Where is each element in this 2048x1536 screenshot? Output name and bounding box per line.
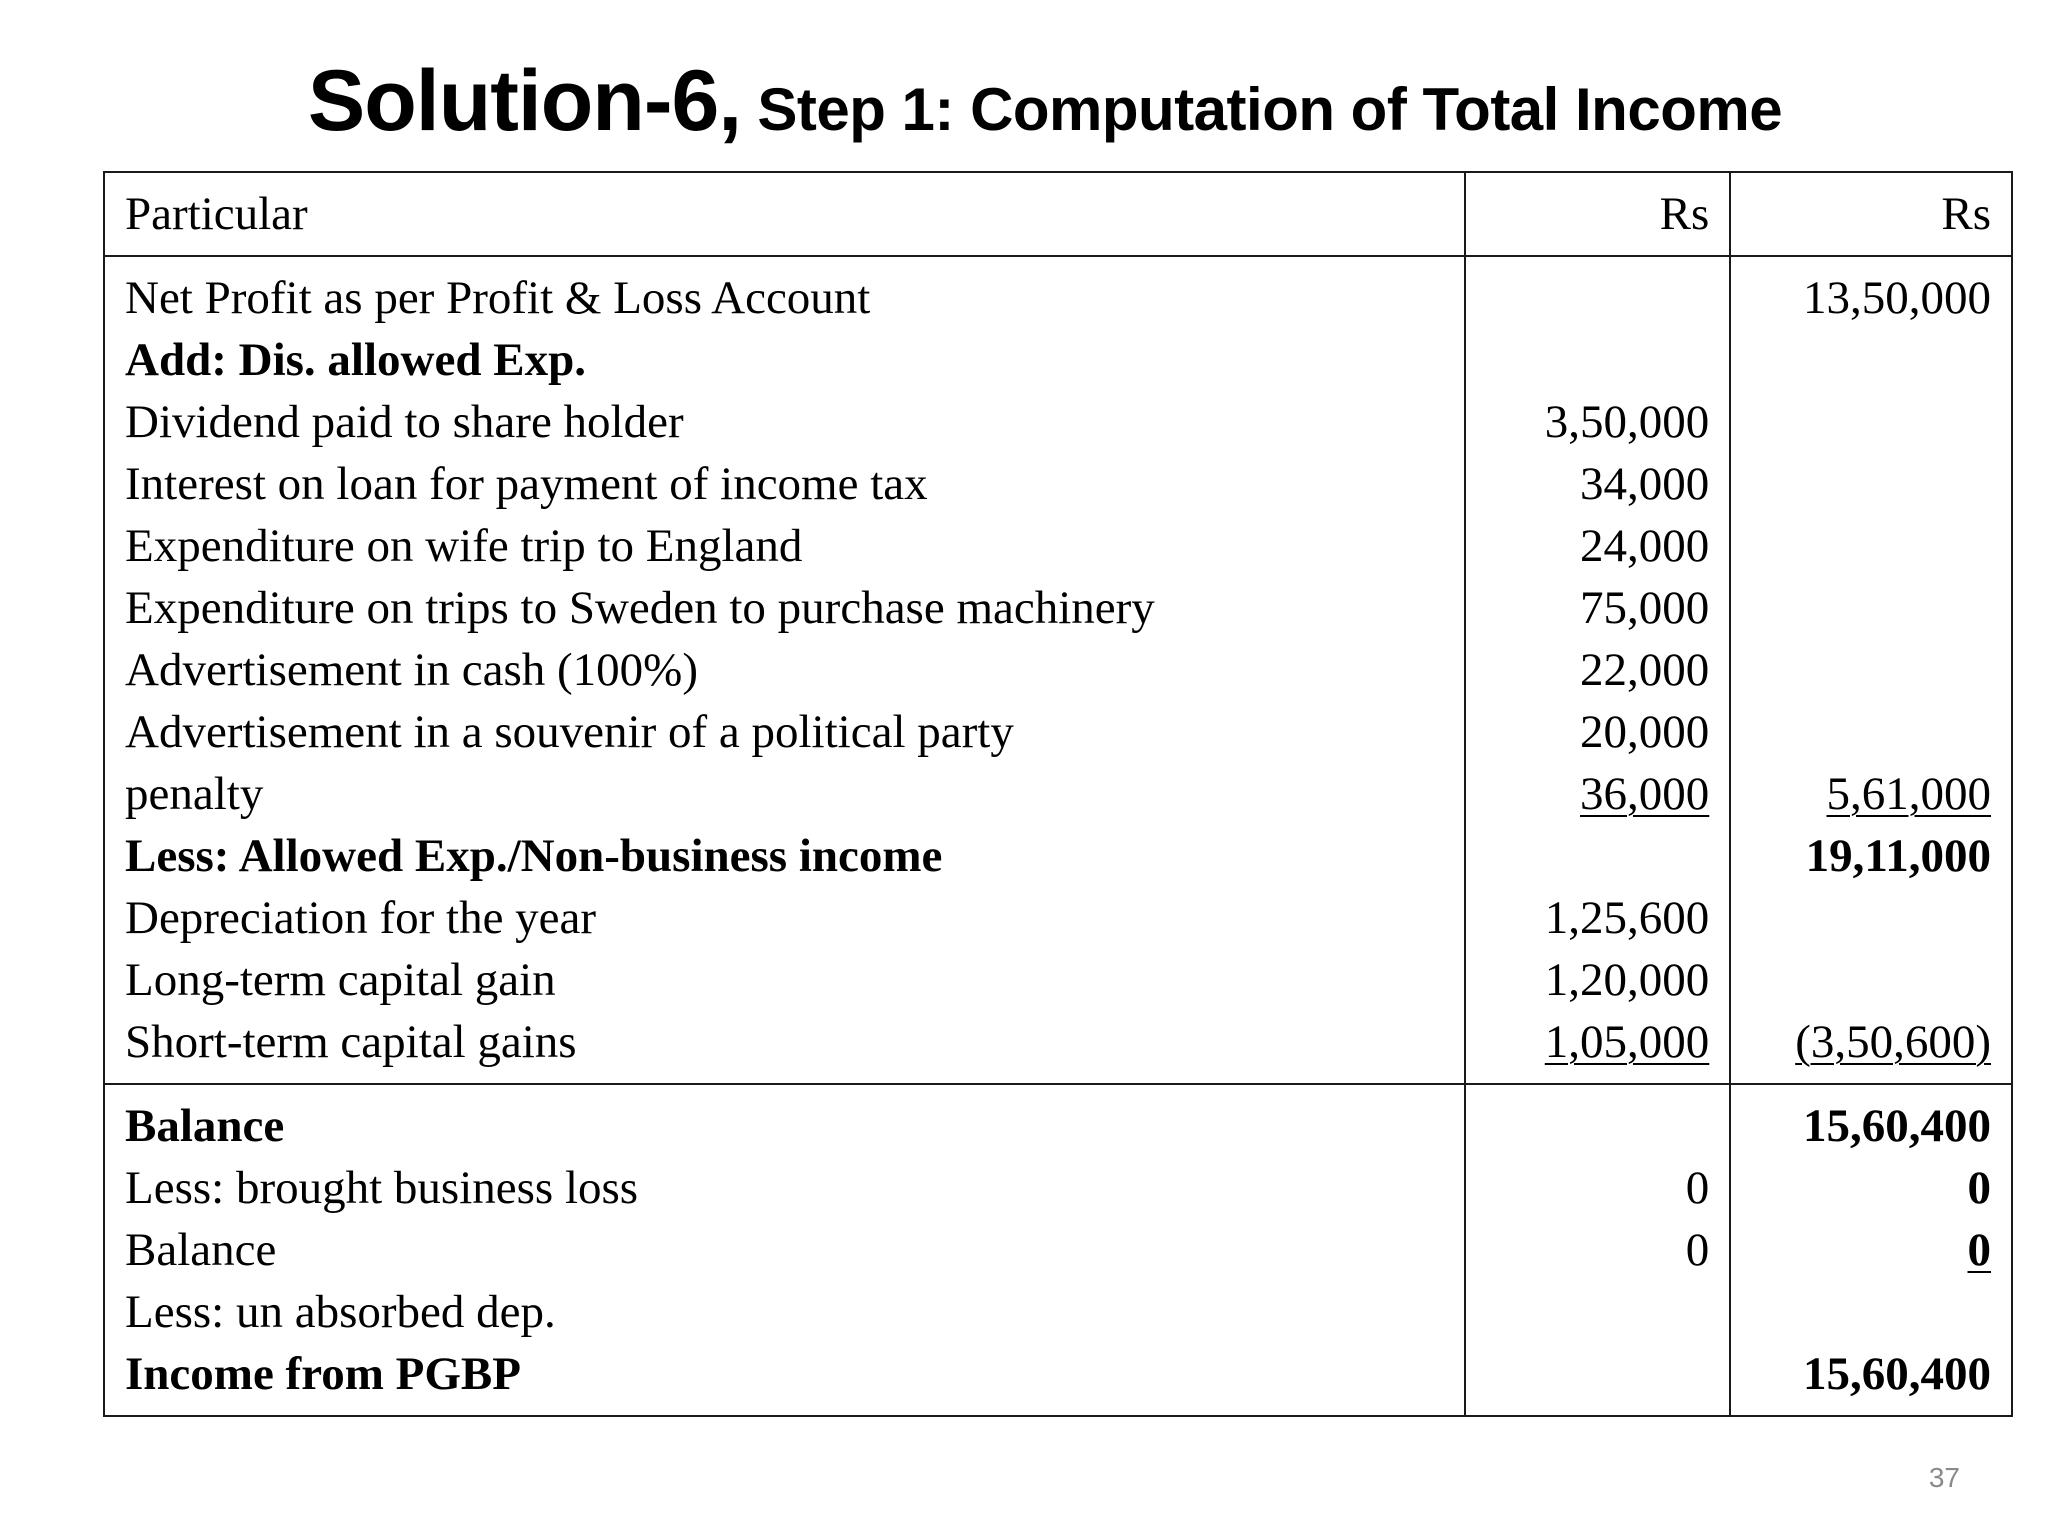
row-depreciation-rs2 bbox=[1731, 887, 1991, 949]
row-unabsorbed-dep-rs2 bbox=[1731, 1281, 1991, 1343]
row-sweden-trip-rs1: 75,000 bbox=[1580, 582, 1710, 634]
row-interest-loan-rs1: 34,000 bbox=[1580, 458, 1710, 510]
row-stcg-rs2: (3,50,600) bbox=[1795, 1016, 1991, 1068]
row-depreciation-label: Depreciation for the year bbox=[125, 892, 597, 944]
header-particular: Particular bbox=[104, 172, 1465, 256]
row-sweden-trip-label: Expenditure on trips to Sweden to purchase machinery bbox=[125, 582, 1155, 634]
row-interest-loan-label: Interest on loan for payment of income tax bbox=[125, 458, 928, 510]
row-balance-2-rs1: 0 bbox=[1685, 1224, 1710, 1276]
row-wife-trip-label: Expenditure on wife trip to England bbox=[125, 520, 803, 572]
table-section-computation bbox=[104, 256, 2012, 1084]
title-sub: Step 1: Computation of Total Income bbox=[741, 76, 1783, 143]
row-balance-rs1 bbox=[1466, 1095, 1710, 1157]
row-ltcg-rs1: 1,20,000 bbox=[1544, 954, 1710, 1006]
row-penalty-label: penalty bbox=[125, 768, 264, 820]
rs-column-2-balance bbox=[1730, 1084, 2012, 1416]
row-balance-2-label: Balance bbox=[125, 1224, 277, 1276]
row-less-allowed-label: Less: Allowed Exp./Non-business income bbox=[125, 830, 943, 882]
income-computation-table bbox=[103, 171, 2013, 1417]
header-rs-2: Rs bbox=[1730, 172, 2012, 256]
row-stcg-rs1: 1,05,000 bbox=[1544, 1016, 1710, 1068]
row-income-pgbp-label: Income from PGBP bbox=[125, 1348, 521, 1400]
row-net-profit-rs1 bbox=[1466, 267, 1710, 329]
row-less-allowed-rs2: 19,11,000 bbox=[1805, 830, 1991, 882]
row-ltcg-rs2 bbox=[1731, 949, 1991, 1011]
rs-column-2 bbox=[1730, 256, 2012, 1084]
row-penalty-rs2: 5,61,000 bbox=[1826, 768, 1991, 820]
title-main: Solution-6, bbox=[307, 53, 742, 149]
slide-title bbox=[0, 52, 2048, 151]
row-advert-cash-rs1: 22,000 bbox=[1580, 644, 1710, 696]
row-balance-2-rs2: 0 bbox=[1967, 1224, 1991, 1276]
header-rs-1: Rs bbox=[1465, 172, 1731, 256]
rs-column-1-balance bbox=[1465, 1084, 1731, 1416]
row-net-profit-rs2: 13,50,000 bbox=[1803, 272, 1991, 324]
row-less-allowed-rs1 bbox=[1466, 825, 1710, 887]
row-penalty-rs1: 36,000 bbox=[1580, 768, 1710, 820]
row-dividend-label: Dividend paid to share holder bbox=[125, 396, 684, 448]
row-depreciation-rs1: 1,25,600 bbox=[1544, 892, 1710, 944]
row-advert-cash-label: Advertisement in cash (100%) bbox=[125, 644, 698, 696]
row-advert-souvenir-label: Advertisement in a souvenir of a political party bbox=[125, 706, 1014, 758]
row-brought-loss-rs2: 0 bbox=[1967, 1162, 1991, 1214]
row-dividend-rs2 bbox=[1731, 391, 1991, 453]
row-unabsorbed-dep-rs1 bbox=[1466, 1281, 1710, 1343]
row-add-disallowed-label: Add: Dis. allowed Exp. bbox=[125, 334, 586, 386]
rs-column-1 bbox=[1465, 256, 1731, 1084]
page-number: 37 bbox=[1928, 1462, 1960, 1493]
table-header-row bbox=[104, 172, 2012, 256]
row-income-pgbp-rs1 bbox=[1466, 1343, 1710, 1405]
row-income-pgbp-rs2: 15,60,400 bbox=[1803, 1348, 1991, 1400]
particulars-column-balance bbox=[104, 1084, 1465, 1416]
row-add-disallowed-rs1 bbox=[1466, 329, 1710, 391]
row-wife-trip-rs2 bbox=[1731, 515, 1991, 577]
row-unabsorbed-dep-label: Less: un absorbed dep. bbox=[125, 1286, 556, 1338]
particulars-column bbox=[104, 256, 1465, 1084]
row-add-disallowed-rs2 bbox=[1731, 329, 1991, 391]
row-wife-trip-rs1: 24,000 bbox=[1580, 520, 1710, 572]
row-ltcg-label: Long-term capital gain bbox=[125, 954, 556, 1006]
row-advert-souvenir-rs1: 20,000 bbox=[1580, 706, 1710, 758]
row-dividend-rs1: 3,50,000 bbox=[1544, 396, 1710, 448]
row-brought-loss-rs1: 0 bbox=[1685, 1162, 1710, 1214]
row-balance-rs2: 15,60,400 bbox=[1803, 1100, 1991, 1152]
table-section-balance bbox=[104, 1084, 2012, 1416]
row-sweden-trip-rs2 bbox=[1731, 577, 1991, 639]
row-stcg-label: Short-term capital gains bbox=[125, 1016, 577, 1068]
row-balance-label: Balance bbox=[125, 1100, 285, 1152]
row-brought-loss-label: Less: brought business loss bbox=[125, 1162, 639, 1214]
row-interest-loan-rs2 bbox=[1731, 453, 1991, 515]
row-net-profit-label: Net Profit as per Profit & Loss Account bbox=[125, 272, 871, 324]
row-advert-cash-rs2 bbox=[1731, 639, 1991, 701]
row-advert-souvenir-rs2 bbox=[1731, 701, 1991, 763]
